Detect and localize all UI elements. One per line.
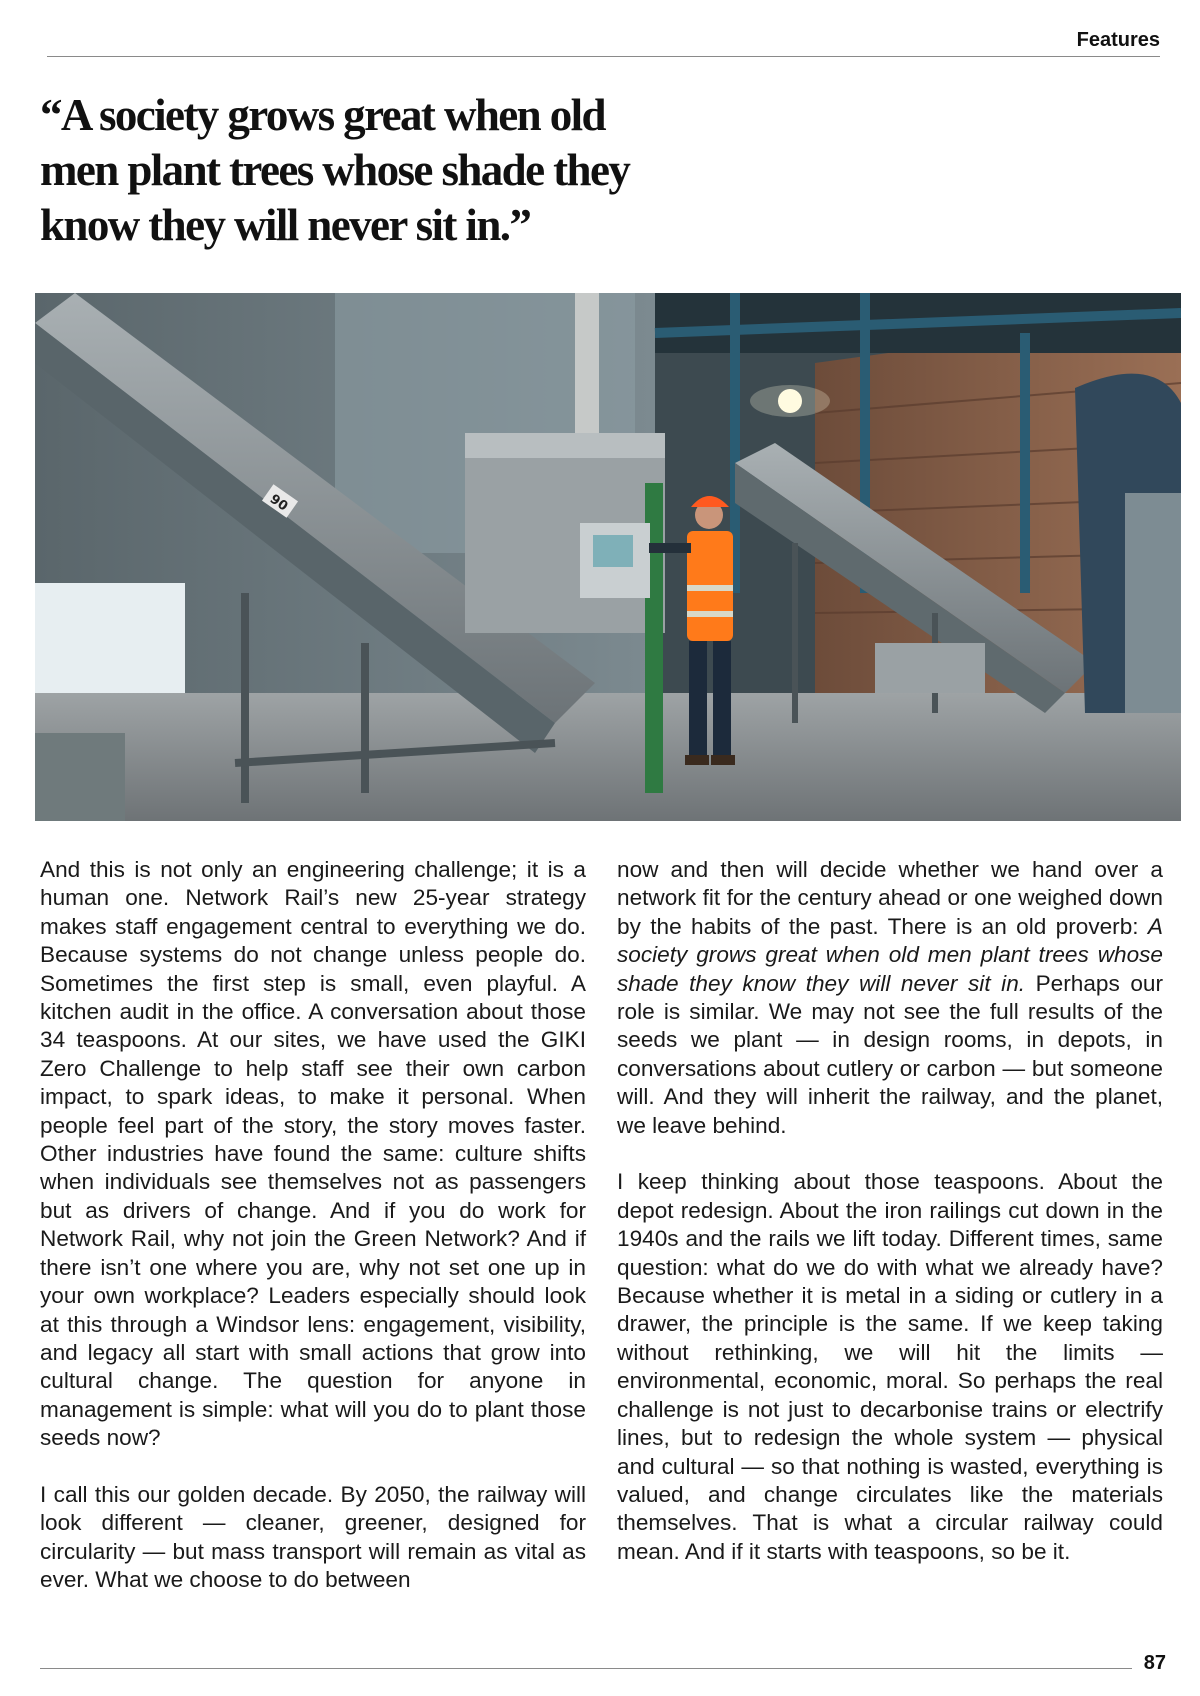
paragraph-golden-decade: I call this our golden decade. By 2050, the railway will look different — cleaner, greener, designed for circularity — but mass transport will remain as vital as ever. What we choose to do between (40, 1481, 586, 1593)
paragraph-proverb (617, 856, 1163, 1140)
article-column-right (617, 856, 1163, 1595)
proverb-follow-up: Perhaps our role is similar. We may not see the full results of the seeds we plant — in design rooms, in depots, in conversations about cutlery or carbon — but someone will. And they will inherit the railway, and the planet, we leave behind. (617, 970, 1163, 1138)
section-label: Features (1076, 29, 1160, 51)
proverb-italic: A society grows great when old men plant trees whose shade they know they will never sit in. (617, 913, 1163, 996)
page-number: 87 (1143, 1652, 1166, 1674)
recycling-plant-illustration (35, 293, 1181, 821)
pull-quote: “A society grows great when old men plant trees whose shade they know they will never sit in.” (40, 90, 630, 250)
proverb-lead-in: now and then will decide whether we hand over a network fit for the century ahead or one weighed down by the habits of the past. There is an old proverb: (617, 857, 1163, 939)
bottom-rule (40, 1668, 1132, 1669)
machine-number-plate: 90 (266, 491, 291, 515)
paragraph-staff-engagement: And this is not only an engineering challenge; it is a human one. Network Rail’s new 25-year strategy makes staff engagement central to everything we do. Because systems do not change unless people do. Sometimes the first step is small, even playful. A kitchen audit in the office. A conversation about those 34 teaspoons. At our sites, we have used the GIKI Zero Challenge to help staff see their own carbon impact, to spark ideas, to make it personal. When people feel part of the story, the story moves faster. Other industries have found the same: culture shifts when individuals see themselves not as passengers but as drivers of change. And if you do work for Network Rail, why not join the Green Network? And if there isn’t one where you are, why not set one up in your own workplace? Leaders especially should look at this through a Windsor lens: engagement, visibility, and legacy all start with small actions that grow into cultural change. The question for anyone in management is simple: what will you do to plant those seeds now? (40, 857, 586, 1451)
article-column-left (40, 856, 586, 1623)
feature-photo (35, 293, 1181, 821)
paragraph-teaspoons: I keep thinking about those teaspoons. About the depot redesign. About the iron railings cut down in the 1940s and the rails we lift today. Different times, same question: what do we do with what we already have? Because whether it is metal in a siding or cutlery in a drawer, the principle is the same. If we keep taking without rethinking, we will hit the limits — environmental, economic, moral. So perhaps the real challenge is not just to decarbonise trains or electrify lines, but to redesign the whole system — physical and cultural — so that nothing is wasted, everything is valued, and change circulates like the materials themselves. That is what a circular railway could mean. And if it starts with teaspoons, so be it. (617, 1169, 1163, 1564)
top-rule (47, 56, 1160, 57)
